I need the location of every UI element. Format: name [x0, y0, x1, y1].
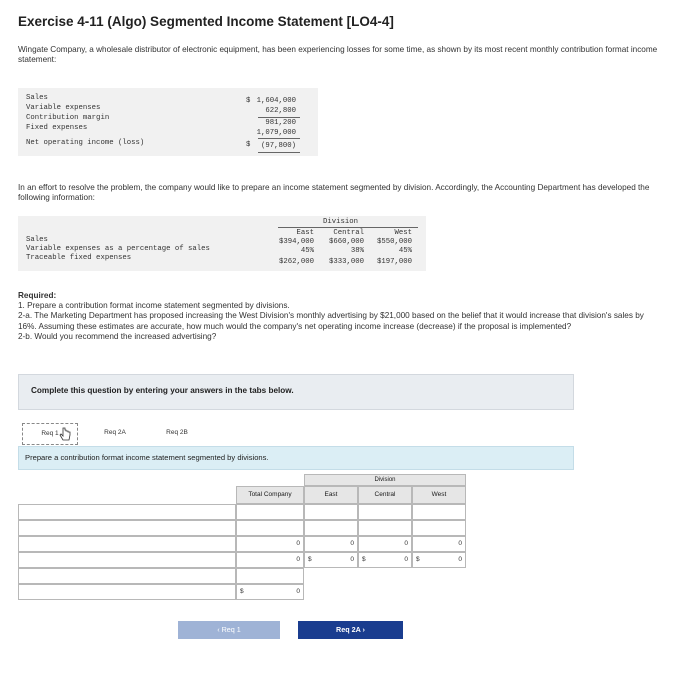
- row-label: Traceable fixed expenses: [26, 254, 132, 262]
- divider: [258, 138, 300, 139]
- col-header-total: Total Company: [236, 486, 304, 504]
- total-cell: 0: [412, 536, 466, 552]
- total-cell: 0: [304, 536, 358, 552]
- total-cell: 0: [304, 552, 358, 568]
- row-label: Sales: [26, 236, 48, 244]
- amount-input[interactable]: [358, 520, 412, 536]
- tab-bar: [18, 418, 572, 449]
- intro-text: Wingate Company, a wholesale distributor of electronic equipment, has been experiencing losses for some time, as shown by its most recent monthly contribution format income statement:: [18, 45, 658, 64]
- tab-req-1[interactable]: [22, 423, 78, 445]
- cell-value: 45%: [398, 247, 412, 255]
- column-header: East: [296, 229, 314, 237]
- cell-value: $333,000: [328, 258, 364, 266]
- cell-value: $660,000: [328, 238, 364, 246]
- col-header-west: West: [412, 486, 466, 504]
- is-dollar: $: [246, 141, 251, 149]
- complete-banner: [18, 374, 574, 410]
- answer-table: [18, 470, 468, 620]
- cell-value: $394,000: [278, 238, 314, 246]
- blank-cell: [304, 568, 466, 584]
- required-heading: Required:: [18, 291, 57, 300]
- is-value: 622,800: [265, 107, 296, 115]
- divider: [278, 227, 418, 228]
- cell-value: $550,000: [376, 238, 412, 246]
- dollar-sign: $: [362, 556, 366, 563]
- header-blank: [18, 470, 236, 504]
- tab-req-2a[interactable]: Req 2A: [104, 429, 126, 436]
- instruction-text: Prepare a contribution format income statement segmented by divisions.: [25, 453, 269, 462]
- amount-input[interactable]: [304, 520, 358, 536]
- division-header: Division: [304, 474, 466, 486]
- is-label: Sales: [26, 94, 48, 102]
- col-header-central: Central: [358, 486, 412, 504]
- instruction-bar: [18, 446, 574, 470]
- col-header-east: East: [304, 486, 358, 504]
- total-cell: 0: [358, 536, 412, 552]
- is-value: 1,604,000: [256, 97, 296, 105]
- dollar-sign: $: [416, 556, 420, 563]
- required-item: 1. Prepare a contribution format income statement segmented by divisions.: [18, 301, 290, 311]
- total-cell: 0: [236, 536, 304, 552]
- tab-req-2b[interactable]: Req 2B: [166, 429, 188, 436]
- cell-value: 38%: [350, 247, 364, 255]
- dollar-sign: $: [240, 588, 244, 595]
- is-value: 981,200: [265, 119, 296, 127]
- column-header: Central: [333, 229, 364, 237]
- banner-text: Complete this question by entering your answers in the tabs below.: [31, 386, 294, 395]
- label-input[interactable]: [18, 536, 236, 552]
- label-input[interactable]: [18, 520, 236, 536]
- cell-value: $197,000: [376, 258, 412, 266]
- chevron-left-icon: ‹: [217, 625, 222, 634]
- required-item: 2-b. Would you recommend the increased advertising?: [18, 331, 217, 341]
- context-text: In an effort to resolve the problem, the company would like to prepare an income statement segmented by division. Accordingly, the Accounting Department has developed the following information:: [18, 183, 650, 202]
- total-cell: 0: [358, 552, 412, 568]
- cell-value: 45%: [300, 247, 314, 255]
- required-item: 2-a. The Marketing Department has proposed increasing the West Division's monthly advertising by $21,000 based on the belief that it would increase that division's sales by 16%. Assuming these estimates are accurate, how much would the company's net operating income increase (decrease) if the proposal is implemented?: [18, 311, 644, 331]
- column-header: West: [394, 229, 412, 237]
- total-cell: 0: [236, 584, 304, 600]
- next-label: Req 2A: [336, 625, 361, 634]
- cell-value: $262,000: [278, 258, 314, 266]
- total-cell: 0: [236, 552, 304, 568]
- amount-input[interactable]: [236, 504, 304, 520]
- tab-label: Req 1: [41, 430, 59, 437]
- total-cell: 0: [412, 552, 466, 568]
- divider: [258, 152, 300, 153]
- is-dollar: $: [246, 97, 251, 105]
- amount-input[interactable]: [304, 504, 358, 520]
- amount-input[interactable]: [236, 520, 304, 536]
- dollar-sign: $: [308, 556, 312, 563]
- prev-button[interactable]: [178, 621, 280, 639]
- row-label: Variable expenses as a percentage of sales: [26, 245, 210, 253]
- income-statement: [18, 88, 318, 156]
- label-input[interactable]: [18, 504, 236, 520]
- is-value: 1,079,000: [256, 129, 296, 137]
- label-input[interactable]: [18, 568, 236, 584]
- is-value: (97,800): [260, 142, 296, 150]
- next-button[interactable]: [298, 621, 403, 639]
- division-info: [18, 216, 426, 271]
- prev-label: Req 1: [221, 625, 241, 634]
- label-input[interactable]: [18, 552, 236, 568]
- amount-input[interactable]: [412, 520, 466, 536]
- is-label: Fixed expenses: [26, 124, 88, 132]
- page-title: Exercise 4-11 (Algo) Segmented Income Statement [LO4-4]: [18, 14, 394, 29]
- cursor-hand-icon: [57, 426, 73, 442]
- is-label: Variable expenses: [26, 104, 101, 112]
- label-input[interactable]: [18, 584, 236, 600]
- required-section: [18, 291, 658, 342]
- amount-input[interactable]: [412, 504, 466, 520]
- division-header: Division: [323, 218, 359, 226]
- amount-input[interactable]: [236, 568, 304, 584]
- chevron-right-icon: ›: [360, 625, 365, 634]
- is-label: Net operating income (loss): [26, 139, 145, 147]
- is-label: Contribution margin: [26, 114, 110, 122]
- amount-input[interactable]: [358, 504, 412, 520]
